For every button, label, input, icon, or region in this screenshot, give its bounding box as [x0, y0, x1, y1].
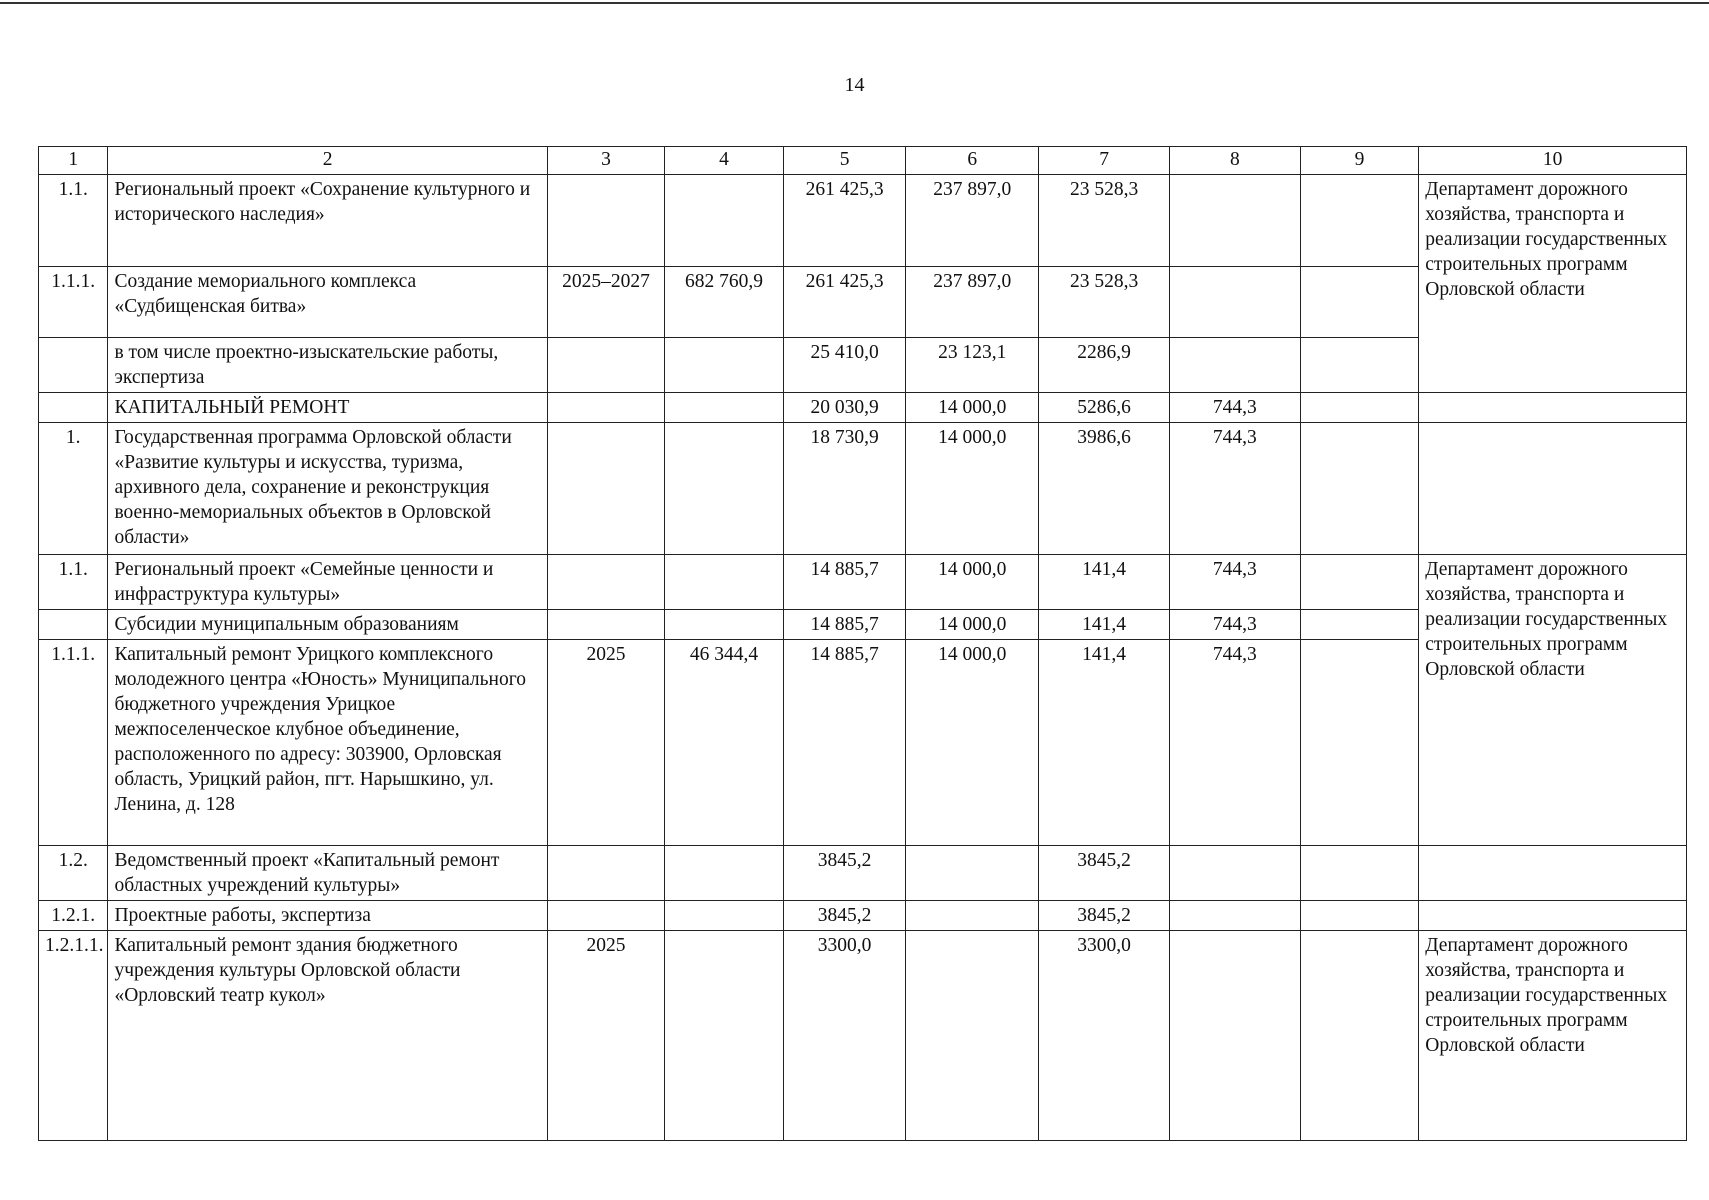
row-name: Создание мемориального комплекса «Судбищенская битва» [108, 267, 547, 338]
row-col7: 3300,0 [1039, 931, 1170, 1141]
row-col7: 141,4 [1039, 610, 1170, 640]
row-col7: 5286,6 [1039, 393, 1170, 423]
table-row [39, 931, 1687, 1141]
row-col6: 23 123,1 [906, 338, 1039, 393]
row-col9 [1300, 640, 1419, 846]
row-col6: 237 897,0 [906, 267, 1039, 338]
table-row [39, 555, 1687, 610]
row-cost [665, 423, 784, 555]
header-cell-8: 8 [1169, 147, 1300, 175]
empty-department-cell [1419, 901, 1687, 931]
header-cell-6: 6 [906, 147, 1039, 175]
row-col6: 237 897,0 [906, 175, 1039, 267]
row-col8: 744,3 [1169, 640, 1300, 846]
table-row [39, 846, 1687, 901]
row-name: Субсидии муниципальным образованиям [108, 610, 547, 640]
row-col8: 744,3 [1169, 610, 1300, 640]
table-row [39, 393, 1687, 423]
header-cell-2: 2 [108, 147, 547, 175]
row-col9 [1300, 610, 1419, 640]
table-row [39, 423, 1687, 555]
row-col5: 14 885,7 [783, 610, 906, 640]
row-number: 1.1. [39, 175, 108, 267]
row-years: 2025–2027 [547, 267, 664, 338]
responsible-department: Департамент дорожного хозяйства, транспорта и реализации государственных строительных программ Орловской области [1419, 931, 1687, 1141]
row-col8: 744,3 [1169, 423, 1300, 555]
row-name: Ведомственный проект «Капитальный ремонт областных учреждений культуры» [108, 846, 547, 901]
row-number: 1.2.1.1. [39, 931, 108, 1141]
empty-department-cell [1419, 423, 1687, 555]
row-col7: 141,4 [1039, 555, 1170, 610]
row-name: Капитальный ремонт Урицкого комплексного молодежного центра «Юность» Муниципального бюджетного учреждения Урицкое межпоселенческое клубное объединение, расположенного по адресу: 303900, Орловская область, Урицкий район, пгт. Нарышкино, ул. Ленина, д. 128 [108, 640, 547, 846]
header-cell-5: 5 [783, 147, 906, 175]
row-col6: 14 000,0 [906, 610, 1039, 640]
row-col5: 261 425,3 [783, 267, 906, 338]
row-col5: 14 885,7 [783, 555, 906, 610]
row-name: Капитальный ремонт здания бюджетного учреждения культуры Орловской области «Орловский театр кукол» [108, 931, 547, 1141]
row-years [547, 393, 664, 423]
row-cost [665, 175, 784, 267]
row-number: 1.1.1. [39, 267, 108, 338]
row-col7: 3986,6 [1039, 423, 1170, 555]
header-cell-1: 1 [39, 147, 108, 175]
row-name: КАПИТАЛЬНЫЙ РЕМОНТ [108, 393, 547, 423]
row-col7: 2286,9 [1039, 338, 1170, 393]
table-row [39, 901, 1687, 931]
header-cell-7: 7 [1039, 147, 1170, 175]
responsible-department: Департамент дорожного хозяйства, транспорта и реализации государственных строительных программ Орловской области [1419, 555, 1687, 846]
row-col9 [1300, 846, 1419, 901]
row-col9 [1300, 393, 1419, 423]
row-col7: 3845,2 [1039, 846, 1170, 901]
row-name: Региональный проект «Сохранение культурного и исторического наследия» [108, 175, 547, 267]
row-years [547, 846, 664, 901]
header-cell-4: 4 [665, 147, 784, 175]
row-number: 1.1.1. [39, 640, 108, 846]
row-cost: 46 344,4 [665, 640, 784, 846]
row-col6: 14 000,0 [906, 555, 1039, 610]
row-name: Региональный проект «Семейные ценности и инфраструктура культуры» [108, 555, 547, 610]
row-col7: 23 528,3 [1039, 175, 1170, 267]
row-col8: 744,3 [1169, 555, 1300, 610]
row-number [39, 338, 108, 393]
row-col7: 3845,2 [1039, 901, 1170, 931]
row-col5: 14 885,7 [783, 640, 906, 846]
row-col5: 3300,0 [783, 931, 906, 1141]
row-number: 1.2.1. [39, 901, 108, 931]
row-col6 [906, 901, 1039, 931]
row-number: 1.2. [39, 846, 108, 901]
row-col9 [1300, 901, 1419, 931]
row-cost [665, 931, 784, 1141]
row-col5: 20 030,9 [783, 393, 906, 423]
row-number [39, 610, 108, 640]
row-cost [665, 338, 784, 393]
row-col5: 261 425,3 [783, 175, 906, 267]
top-border-line [0, 2, 1709, 4]
row-col8 [1169, 338, 1300, 393]
row-years [547, 423, 664, 555]
row-col7: 23 528,3 [1039, 267, 1170, 338]
row-years [547, 901, 664, 931]
row-col8: 744,3 [1169, 393, 1300, 423]
row-cost: 682 760,9 [665, 267, 784, 338]
row-col6 [906, 931, 1039, 1141]
row-name: Проектные работы, экспертиза [108, 901, 547, 931]
row-col9 [1300, 175, 1419, 267]
row-cost [665, 846, 784, 901]
row-name: в том числе проектно-изыскательские работы, экспертиза [108, 338, 547, 393]
row-col5: 3845,2 [783, 901, 906, 931]
header-row [39, 147, 1687, 175]
row-col9 [1300, 267, 1419, 338]
row-col5: 18 730,9 [783, 423, 906, 555]
row-col7: 141,4 [1039, 640, 1170, 846]
row-col6: 14 000,0 [906, 393, 1039, 423]
row-years [547, 175, 664, 267]
row-col9 [1300, 555, 1419, 610]
row-years: 2025 [547, 640, 664, 846]
row-cost [665, 555, 784, 610]
page-number: 14 [844, 74, 865, 96]
row-col6: 14 000,0 [906, 640, 1039, 846]
row-col6: 14 000,0 [906, 423, 1039, 555]
row-cost [665, 393, 784, 423]
budget-table [38, 146, 1687, 1141]
row-number [39, 393, 108, 423]
header-cell-3: 3 [547, 147, 664, 175]
row-col9 [1300, 423, 1419, 555]
row-cost [665, 610, 784, 640]
row-years [547, 338, 664, 393]
row-col8 [1169, 267, 1300, 338]
row-col9 [1300, 931, 1419, 1141]
row-col5: 3845,2 [783, 846, 906, 901]
row-name: Государственная программа Орловской области «Развитие культуры и искусства, туризма, архивного дела, сохранение и реконструкция военно-мемориальных объектов в Орловской области» [108, 423, 547, 555]
empty-department-cell [1419, 393, 1687, 423]
row-col5: 25 410,0 [783, 338, 906, 393]
row-years [547, 555, 664, 610]
responsible-department: Департамент дорожного хозяйства, транспорта и реализации государственных строительных программ Орловской области [1419, 175, 1687, 393]
row-years [547, 610, 664, 640]
empty-department-cell [1419, 846, 1687, 901]
row-number: 1.1. [39, 555, 108, 610]
row-col8 [1169, 901, 1300, 931]
header-cell-10: 10 [1419, 147, 1687, 175]
row-col9 [1300, 338, 1419, 393]
row-col8 [1169, 931, 1300, 1141]
row-col8 [1169, 846, 1300, 901]
row-col8 [1169, 175, 1300, 267]
row-number: 1. [39, 423, 108, 555]
row-col6 [906, 846, 1039, 901]
table-row [39, 175, 1687, 267]
row-cost [665, 901, 784, 931]
row-years: 2025 [547, 931, 664, 1141]
header-cell-9: 9 [1300, 147, 1419, 175]
